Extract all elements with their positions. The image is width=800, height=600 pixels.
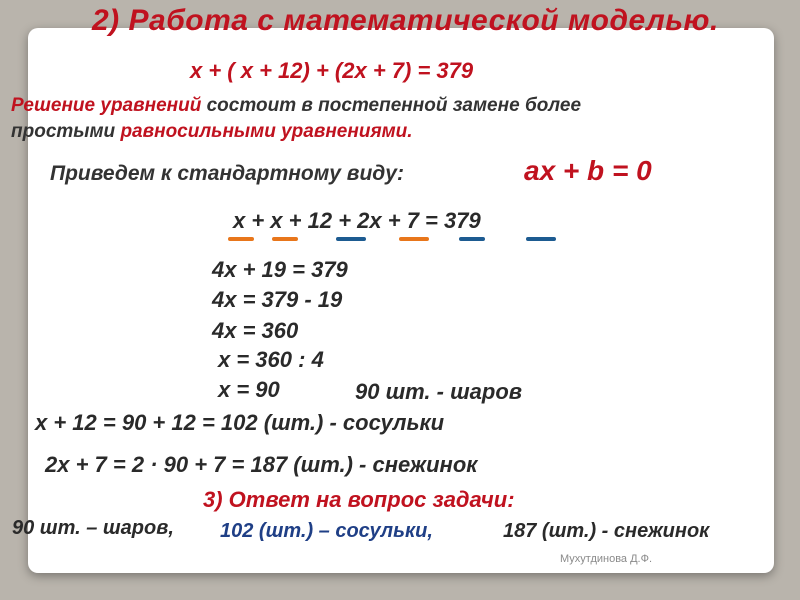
standard-form-formula: ax + b = 0: [524, 155, 652, 186]
slide-title: 2) Работа с математической моделью.: [92, 4, 719, 37]
underline-x1: [228, 237, 254, 241]
answer-icicles: 102 (шт.) – сосульки,: [220, 520, 433, 542]
intro-highlight-1: Решение уравнений: [11, 95, 202, 116]
step-x-90: x = 90: [218, 377, 280, 402]
icicles-calculation: x + 12 = 90 + 12 = 102 (шт.) - сосульки: [35, 410, 445, 435]
underline-379: [526, 237, 556, 241]
snowflakes-calculation: 2x + 7 = 2 · 90 + 7 = 187 (шт.) - снежинок: [45, 452, 478, 477]
answer-heading: 3) Ответ на вопрос задачи:: [203, 487, 515, 512]
expanded-equation: x + x + 12 + 2x + 7 = 379: [233, 208, 481, 233]
answer-balls: 90 шт. – шаров,: [12, 517, 174, 539]
underline-x2: [272, 237, 298, 241]
underline-2x: [399, 237, 429, 241]
standard-form-label: Приведем к стандартному виду:: [50, 162, 404, 185]
author-footer: Мухутдинова Д.Ф.: [560, 553, 653, 565]
underline-7: [459, 237, 485, 241]
main-equation: x + ( x + 12) + (2x + 7) = 379: [190, 58, 474, 83]
step-4x-19: 4x + 19 = 379: [212, 257, 348, 282]
answer-snowflakes: 187 (шт.) - снежинок: [503, 520, 710, 542]
intro-text: [11, 93, 581, 145]
step-x-divide: x = 360 : 4: [218, 347, 324, 372]
intro-text-1: состоит в постепенной замене более: [201, 95, 582, 116]
step-4x-subtract: 4x = 379 - 19: [212, 287, 343, 312]
step-4x-360: 4x = 360: [212, 318, 299, 343]
intro-text-2: простыми: [11, 121, 121, 142]
underline-12: [336, 237, 366, 241]
intro-highlight-2: равносильными уравнениями.: [120, 121, 413, 142]
balls-note: 90 шт. - шаров: [355, 379, 523, 404]
